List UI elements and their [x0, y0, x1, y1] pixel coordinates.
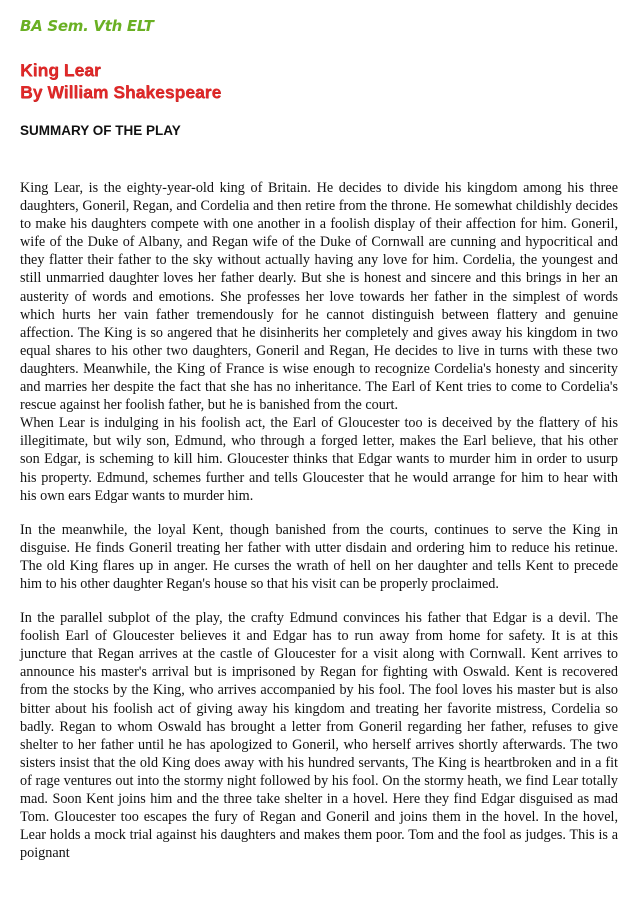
summary-body [20, 179, 618, 862]
course-label: BA Sem. Vth ELT [20, 17, 154, 35]
document-title [20, 59, 618, 103]
paragraph-2: When Lear is indulging in his foolish act, the Earl of Gloucester too is deceived by the flattery of his illegitimate, but wily son, Edmund, who through a forged letter, makes the Earl believe, that his other son Edgar, is scheming to kill him. Gloucester thinks that Edgar wants to murder him in order to usurp his property. Edmund, schemes further and tells Gloucester that he would arrange for him to hear with his own ears Edgar wants to murder him. [20, 415, 618, 504]
section-heading: SUMMARY OF THE PLAY [20, 123, 181, 138]
paragraph-4: In the parallel subplot of the play, the crafty Edmund convinces his father that Edgar is a devil. The foolish Earl of Gloucester believes it and Edgar has to run away from home for safety. It is at this juncture that Regan arrives at the castle of Gloucester for a visit along with Cornwall. Kent arrives to announce his master's arrival but is imprisoned by Regan for fighting with Oswald. Kent is recovered from the stocks by the King, who arrives accompanied by his fool. The fool loves his master but is also bitter about his foolish act of giving away his kingdom and treating her favorite mistress, Cordelia so badly. Regan to whom Oswald has brought a letter from Goneril regarding her father, refuses to give shelter to her father until he has apologized to Goneril, who herself arrives shortly afterwards. The two sisters insist that the old King does away with his hundred servants, The King is heartbroken and in a fit of rage ventures out into the stormy night followed by his fool. On the stormy heath, we find Lear totally mad. Soon Kent joins him and the three take shelter in a hovel. Here they find Edgar disguised as mad Tom. Gloucester too escapes the fury of Regan and Goneril and joins them in the hovel. In the hovel, Lear holds a mock trial against his daughters and makes them poor. Tom and the fool as judges. This is a poignant [20, 610, 618, 862]
play-title: King Lear [20, 60, 101, 80]
paragraph-3: In the meanwhile, the loyal Kent, though banished from the courts, continues to serve the King in disguise. He finds Goneril treating her father with utter disdain and ordering him to reduce his retinue. The old King flares up in anger. He curses the wrath of hell on her daughter and tells Kent to precede him to his other daughter Regan's house so that his visit can be properly proclaimed. [20, 521, 618, 592]
author-line: By William Shakespeare [20, 82, 222, 102]
paragraph-1: King Lear, is the eighty-year-old king of Britain. He decides to divide his kingdom among his three daughters, Goneril, Regan, and Cordelia and then retire from the throne. He somewhat childishly decides to make his daughters compete with one another in a foolish display of their affection for him. Goneril, wife of the Duke of Albany, and Regan wife of the Duke of Cornwall are cunning and hypocritical and they flatter their father to the sky without actually having any love for him. Cordelia, the youngest and still unmarried daughter loves her father dearly. But she is honest and sincere and this brings in her an austerity of words and emotions. She professes her love towards her father in the simplest of words which hurts her vain father tremendously for he cannot distinguish between flattery and genuine affection. The King is so angered that he disinherits her completely and gives away his kingdom in two equal shares to his other two daughters, Goneril and Regan, He decides to live in turns with these two daughters. Meanwhile, the King of France is wise enough to recognize Cordelia's honesty and sincerity and marries her despite the fact that she has no inheritance. The Earl of Kent tries to come to Cordelia's rescue against her foolish father, but he is banished from the court. [20, 180, 618, 414]
